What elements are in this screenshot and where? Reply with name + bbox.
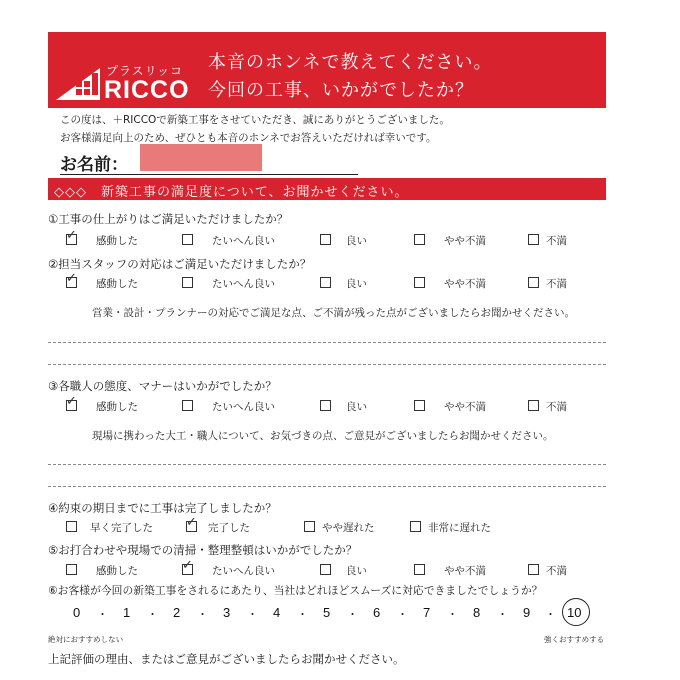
section-header xyxy=(48,178,606,200)
q2-note: 営業・設計・プランナーの対応でご満足な点、ご不満が残った点がございましたらお聞かせください。 xyxy=(92,307,575,319)
q3-option-1: 感動した xyxy=(96,401,138,413)
scale-option-6[interactable]: 6 xyxy=(373,605,381,620)
name-label: お名前： xyxy=(60,155,128,175)
q2-option-1: 感動した xyxy=(96,278,138,290)
q5-option-2: たいへん良い xyxy=(212,565,275,577)
q3-checkbox-4[interactable] xyxy=(414,400,425,411)
scale-separator: ・ xyxy=(197,608,208,621)
q5-option-5: 不満 xyxy=(546,565,567,577)
scale-option-9[interactable]: 9 xyxy=(523,605,531,620)
q1-option-5: 不満 xyxy=(546,235,567,247)
q4-option-2: 完了した xyxy=(208,522,250,534)
check-mark-icon: ✓ xyxy=(66,271,77,286)
q1-option-4: やや不満 xyxy=(444,235,486,247)
intro-line-1: この度は、＋RICCOで新築工事をさせていただき、誠にありがとうございました。 xyxy=(60,114,450,126)
check-mark-icon: ✓ xyxy=(186,515,197,530)
q3-option-3: 良い xyxy=(346,401,367,413)
q4-checkbox-1[interactable] xyxy=(66,521,77,532)
q3-option-2: たいへん良い xyxy=(212,401,275,413)
scale-option-5[interactable]: 5 xyxy=(323,605,331,620)
q1-checkbox-5[interactable] xyxy=(528,234,539,245)
scale-separator: ・ xyxy=(497,608,508,621)
scale-option-10[interactable]: 10 xyxy=(567,605,582,620)
header-title-line1: 本音のホンネで教えてください。 xyxy=(208,52,493,73)
question-5: ⑤お打合わせや現場での清掃・整理整頓はいかがでしたか？ xyxy=(48,543,358,557)
q1-option-1: 感動した xyxy=(96,235,138,247)
scale-separator: ・ xyxy=(147,608,158,621)
q1-checkbox-2[interactable] xyxy=(182,234,193,245)
footer-question: 上記評価の理由、またはご意見がございましたらお聞かせください。 xyxy=(48,652,405,666)
q5-option-3: 良い xyxy=(346,565,367,577)
q1-checkbox-3[interactable] xyxy=(320,234,331,245)
q5-checkbox-1[interactable] xyxy=(66,564,77,575)
q2-checkbox-4[interactable] xyxy=(414,277,425,288)
q1-checkbox-4[interactable] xyxy=(414,234,425,245)
q3-option-4: やや不満 xyxy=(444,401,486,413)
q2-checkbox-3[interactable] xyxy=(320,277,331,288)
q4-checkbox-3[interactable] xyxy=(304,521,315,532)
header-banner xyxy=(48,32,606,108)
q5-checkbox-4[interactable] xyxy=(414,564,425,575)
q2-option-5: 不満 xyxy=(546,278,567,290)
question-4: ④約束の期日までに工事は完了しましたか？ xyxy=(48,501,277,515)
q3-checkbox-3[interactable] xyxy=(320,400,331,411)
scale-separator: ・ xyxy=(397,608,408,621)
q4-option-4: 非常に遅れた xyxy=(428,522,491,534)
intro-line-2: お客様満足向上のため、ぜひとも本音のホンネでお答えいただければ幸いです。 xyxy=(60,132,437,144)
check-mark-icon: ✓ xyxy=(182,558,193,573)
scale-option-8[interactable]: 8 xyxy=(473,605,481,620)
scale-option-2[interactable]: 2 xyxy=(173,605,181,620)
scale-separator: ・ xyxy=(297,608,308,621)
question-2: ②担当スタッフの対応はご満足いただけましたか？ xyxy=(48,257,312,271)
brand-name: RICCO xyxy=(104,76,190,104)
scale-separator: ・ xyxy=(97,608,108,621)
q1-option-3: 良い xyxy=(346,235,367,247)
q4-option-3: やや遅れた xyxy=(322,522,375,534)
q4-checkbox-4[interactable] xyxy=(410,521,421,532)
house-logo-icon xyxy=(54,64,102,102)
q3-option-5: 不満 xyxy=(546,401,567,413)
scale-option-1[interactable]: 1 xyxy=(123,605,131,620)
q1-option-2: たいへん良い xyxy=(212,235,275,247)
q3-answer-line-1[interactable] xyxy=(48,464,606,465)
q5-checkbox-5[interactable] xyxy=(528,564,539,575)
q2-answer-line-1[interactable] xyxy=(48,342,606,343)
selected-circle-icon xyxy=(562,598,590,626)
scale-option-3[interactable]: 3 xyxy=(223,605,231,620)
section-title: ◇◇◇ 新築工事の満足度について、お聞かせください。 xyxy=(54,185,409,200)
header-title-line2: 今回の工事、いかがでしたか？ xyxy=(208,80,474,101)
q5-checkbox-3[interactable] xyxy=(320,564,331,575)
check-mark-icon: ✓ xyxy=(66,394,77,409)
q5-option-1: 感動した xyxy=(96,565,138,577)
q2-option-2: たいへん良い xyxy=(212,278,275,290)
brand-logo xyxy=(48,32,206,108)
q2-answer-line-2[interactable] xyxy=(48,364,606,365)
q5-option-4: やや不満 xyxy=(444,565,486,577)
scale-option-7[interactable]: 7 xyxy=(423,605,431,620)
question-3: ③各職人の態度、マナーはいかがでしたか？ xyxy=(48,379,277,393)
scale-separator: ・ xyxy=(247,608,258,621)
name-underline xyxy=(60,174,358,175)
q2-option-4: やや不満 xyxy=(444,278,486,290)
scale-separator: ・ xyxy=(347,608,358,621)
check-mark-icon: ✓ xyxy=(66,228,77,243)
question-1: ①工事の仕上がりはご満足いただけましたか？ xyxy=(48,212,289,226)
q2-option-3: 良い xyxy=(346,278,367,290)
scale-high-label: 強くおすすめする xyxy=(544,635,605,644)
q3-answer-line-2[interactable] xyxy=(48,486,606,487)
q2-checkbox-2[interactable] xyxy=(182,277,193,288)
q4-option-1: 早く完了した xyxy=(90,522,153,534)
scale-option-4[interactable]: 4 xyxy=(273,605,281,620)
scale-option-0[interactable]: 0 xyxy=(73,605,81,620)
q2-checkbox-5[interactable] xyxy=(528,277,539,288)
name-redacted-field xyxy=(140,144,262,171)
brand-kana: プラスリッコ xyxy=(106,64,184,78)
scale-separator: ・ xyxy=(447,608,458,621)
scale-separator: ・ xyxy=(545,608,556,621)
q3-checkbox-5[interactable] xyxy=(528,400,539,411)
q3-note: 現場に携わった大工・職人について、お気づきの点、ご意見がございましたらお聞かせください。 xyxy=(92,430,554,442)
question-6: ⑥お客様が今回の新築工事をされるにあたり、当社はどれほどスムーズに対応できましたでしょうか？ xyxy=(48,584,543,597)
q3-checkbox-2[interactable] xyxy=(182,400,193,411)
scale-low-label: 絶対におすすめしない xyxy=(48,635,124,644)
